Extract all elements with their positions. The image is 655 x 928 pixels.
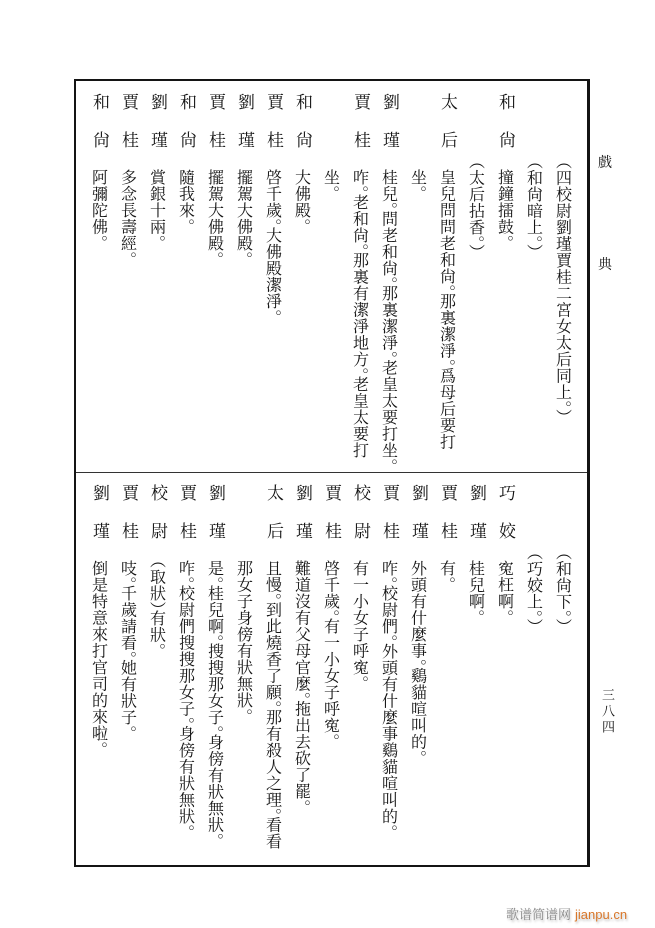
speaker-name: 校尉 [350, 484, 370, 560]
speaker-name: 巧姣 [495, 484, 515, 560]
dialogue-text: 大佛殿。 [292, 169, 312, 227]
script-line [490, 93, 519, 472]
script-line [258, 93, 287, 472]
dialogue-text: （取狀）有狀。 [147, 560, 167, 652]
top-section [76, 81, 587, 472]
script-line [432, 484, 461, 865]
dialogue-text: 有一小女子呼寃。 [350, 560, 370, 684]
watermark [506, 904, 627, 923]
dialogue-text: 咋。校尉們。外頭有什麼事鷄貓喧叫的。 [379, 560, 399, 833]
script-line [200, 484, 229, 865]
speaker-name: 太后 [437, 93, 457, 169]
stage-direction-text: （四校尉劉瑾賈桂二宮女太后同上。） [553, 161, 573, 418]
dialogue-text: 擺駕大佛殿。 [234, 169, 254, 260]
dialogue-text: 寃枉啊。 [495, 560, 515, 618]
stage-direction-text: （和尙暗上。） [524, 161, 544, 253]
dialogue-text: 隨我來。 [176, 169, 196, 227]
speaker-name: 劉瑾 [466, 484, 486, 560]
speaker-name: 劉瑾 [205, 484, 225, 560]
script-line [374, 93, 403, 472]
dialogue-text: 坐。 [408, 169, 428, 194]
script-line [432, 93, 461, 472]
stage-direction-text: （和尙下。） [553, 552, 573, 627]
script-line [258, 484, 287, 865]
dialogue-text: 吱。千歲請看。她有狀子。 [118, 560, 138, 734]
speaker-name: 劉瑾 [379, 93, 399, 169]
bottom-section [76, 473, 587, 865]
stage-direction-text: （巧姣上。） [524, 552, 544, 627]
dialogue-text: 阿彌陀佛。 [89, 169, 109, 244]
script-line [403, 484, 432, 865]
dialogue-continuation [403, 93, 432, 472]
script-line [113, 484, 142, 865]
dialogue-text: 咋。老和尙。那裏有潔淨地方。老皇太要打 [350, 169, 370, 459]
speaker-name: 劉瑾 [147, 93, 167, 169]
dialogue-text: 外頭有什麼事。鷄貓喧叫的。 [408, 560, 428, 759]
dialogue-text: 那女子身傍有狀無狀。 [234, 560, 254, 717]
speaker-name: 劉瑾 [408, 484, 428, 560]
script-line [113, 93, 142, 472]
speaker-name: 賈桂 [437, 484, 457, 560]
script-line [84, 484, 113, 865]
dialogue-text: 皇兒問問老和尙。那裏潔淨。爲母后要打 [437, 169, 457, 450]
speaker-name: 賈桂 [321, 484, 341, 560]
speaker-name: 賈桂 [205, 93, 225, 169]
script-line [461, 484, 490, 865]
stage-direction [461, 93, 490, 472]
speaker-name: 和尙 [176, 93, 196, 169]
script-line [345, 93, 374, 472]
dialogue-text: 啓千歲。有一小女子呼寃。 [321, 560, 341, 742]
script-line [374, 484, 403, 865]
speaker-name: 太后 [263, 484, 283, 560]
dialogue-text: 且慢。到此燒香了願。那有殺人之理。看看 [263, 560, 283, 850]
script-line [171, 484, 200, 865]
dialogue-continuation [229, 484, 258, 865]
dialogue-text: 桂兒。問老和尙。那裏潔淨。老皇太要打坐。 [379, 169, 399, 467]
dialogue-text: 桂兒啊。 [466, 560, 486, 618]
script-line [345, 484, 374, 865]
speaker-name: 賈桂 [263, 93, 283, 169]
script-line [229, 93, 258, 472]
stage-direction [519, 484, 548, 865]
script-line [287, 484, 316, 865]
watermark-site-name: 歌谱简谱网 [506, 908, 572, 923]
dialogue-continuation [316, 93, 345, 472]
speaker-name: 賈桂 [118, 484, 138, 560]
dialogue-text: 有。 [437, 560, 457, 585]
dialogue-text: 賞銀十兩。 [147, 169, 167, 244]
script-line [200, 93, 229, 472]
dialogue-text: 多念長壽經。 [118, 169, 138, 260]
script-line [142, 93, 171, 472]
watermark-domain: jianpu.cn [575, 907, 628, 922]
speaker-name: 和尙 [89, 93, 109, 169]
speaker-name: 賈桂 [379, 484, 399, 560]
script-line [84, 93, 113, 472]
dialogue-text: 坐。 [321, 169, 341, 194]
speaker-name: 賈桂 [350, 93, 370, 169]
dialogue-text: 撞鐘擂鼓。 [495, 169, 515, 244]
speaker-name: 校尉 [147, 484, 167, 560]
dialogue-text: 倒是特意來打官司的來啦。 [89, 560, 109, 750]
stage-direction-text: （太后拈香。） [466, 161, 486, 253]
speaker-name: 賈桂 [118, 93, 138, 169]
dialogue-text: 難道沒有父母官麼。拖出去砍了罷。 [292, 560, 312, 808]
dialogue-text: 咋。校尉們搜搜那女子。身傍有狀無狀。 [176, 560, 196, 833]
script-line [142, 484, 171, 865]
book-title-char-2: 典 [598, 257, 612, 273]
page-number: 三八四 [599, 688, 614, 736]
dialogue-text: 啓千歲。大佛殿潔淨。 [263, 169, 283, 318]
stage-direction [519, 93, 548, 472]
script-line [287, 93, 316, 472]
dialogue-text: 擺駕大佛殿。 [205, 169, 225, 260]
dialogue-text: 是。桂兒啊。搜搜那女子。身傍有狀無狀。 [205, 560, 225, 842]
speaker-name: 劉瑾 [234, 93, 254, 169]
speaker-name: 和尙 [495, 93, 515, 169]
text-frame [74, 79, 590, 867]
speaker-name: 劉瑾 [292, 484, 312, 560]
book-title-char-1: 戲 [598, 155, 612, 171]
speaker-name: 和尙 [292, 93, 312, 169]
stage-direction [548, 93, 577, 472]
script-line [171, 93, 200, 472]
script-line [490, 484, 519, 865]
script-line [316, 484, 345, 865]
speaker-name: 劉瑾 [89, 484, 109, 560]
stage-direction [548, 484, 577, 865]
speaker-name: 賈桂 [176, 484, 196, 560]
